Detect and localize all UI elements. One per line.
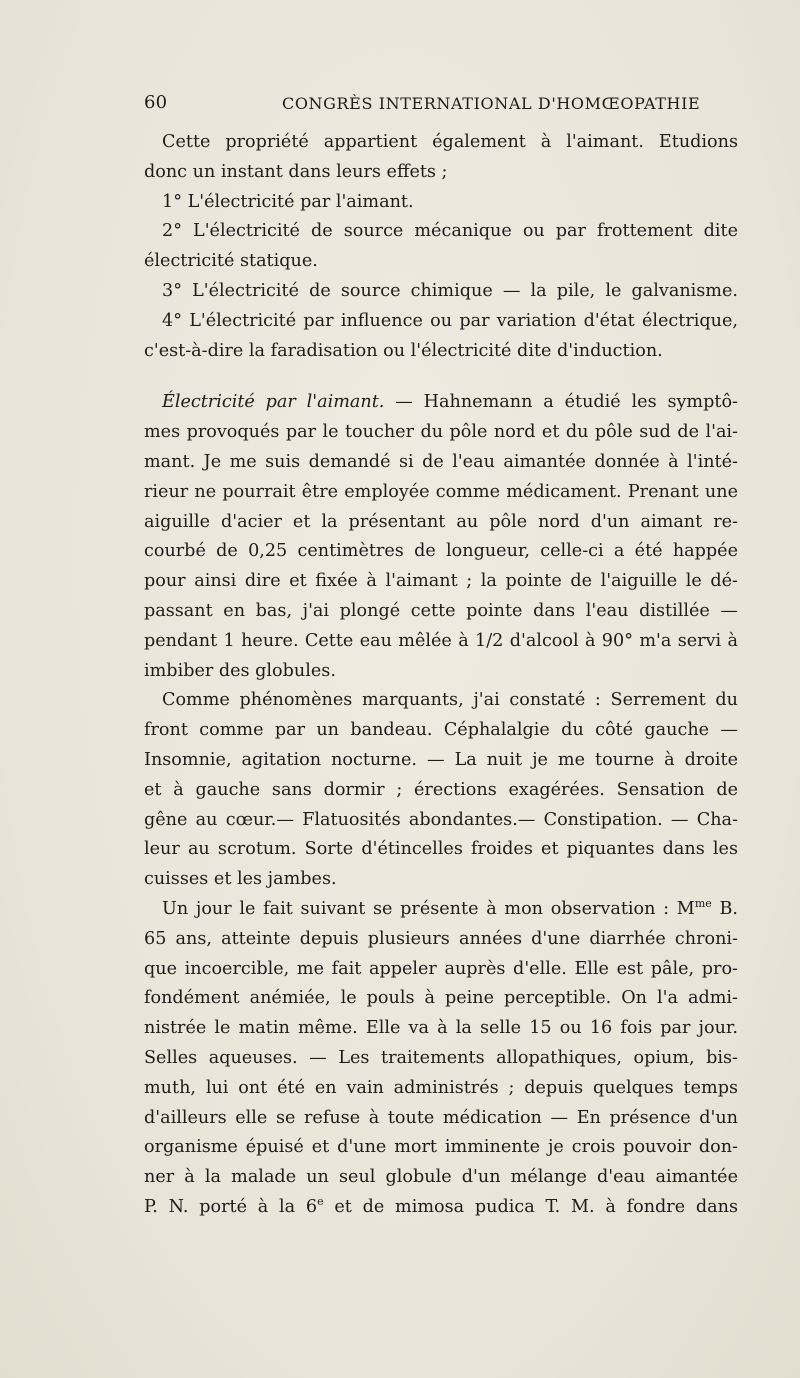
text-line: aiguille d'acier et la présentant au pôle nord d'un aimant re- (144, 511, 738, 532)
text-line: passant en bas, j'ai plongé cette pointe dans l'eau distillée — (144, 600, 738, 621)
text-line: rieur ne pourrait être employée comme médicament. Prenant une (144, 481, 738, 502)
text-fragment: Un jour le fait suivant se présente à mon observation : M (162, 898, 695, 919)
text-line: organisme épuisé et d'une mort imminente je crois pouvoir don- (144, 1137, 738, 1158)
text-line: Comme phénomènes marquants, j'ai constaté : Serrement du (162, 690, 738, 711)
text-fragment: et de mimosa pudica T. M. à fondre dans (323, 1196, 738, 1217)
text-line (144, 895, 738, 925)
superscript: e (317, 1195, 324, 1209)
list-item: 2° L'électricité de source mécanique ou par frottement dite (162, 221, 738, 242)
text-fragment: — Hahnemann a étudié les symptô- (384, 392, 738, 413)
page-header (144, 92, 738, 116)
text-line: ner à la malade un seul globule d'un mélange d'eau aimantée (144, 1167, 738, 1188)
text-line: Cette propriété appartient également à l'aimant. Etudions (162, 132, 738, 152)
text-fragment: B. (711, 898, 738, 919)
text-line: imbiber des globules. (144, 660, 336, 681)
body-text (144, 128, 738, 1223)
superscript: me (694, 897, 712, 911)
text-line: mes provoqués par le toucher du pôle nord et du pôle sud de l'ai- (144, 422, 738, 443)
text-line: d'ailleurs elle se refuse à toute médication — En présence d'un (144, 1107, 738, 1128)
text-line: électricité statique. (144, 251, 318, 272)
text-line: pendant 1 heure. Cette eau mêlée à 1/2 d'alcool à 90° m'a servi à (144, 630, 738, 651)
list-item: 3° L'électricité de source chimique — la pile, le galvanisme. (162, 280, 738, 301)
text-line: et à gauche sans dormir ; érections exagérées. Sensation de (144, 779, 738, 800)
text-fragment: P. N. porté à la 6 (144, 1196, 318, 1217)
running-title: CONGRÈS INTERNATIONAL D'HOMŒOPATHIE (282, 94, 701, 113)
page-number: 60 (144, 92, 168, 113)
text-line: courbé de 0,25 centimètres de longueur, celle-ci a été happée (144, 541, 738, 562)
text-line: muth, lui ont été en vain administrés ; depuis quelques temps (144, 1077, 738, 1098)
text-line: pour ainsi dire et fixée à l'aimant ; la pointe de l'aiguille le dé- (144, 571, 738, 592)
text-line: Insomnie, agitation nocturne. — La nuit je me tourne à droite (144, 749, 738, 770)
text-line: mant. Je me suis demandé si de l'eau aimantée donnée à l'inté- (144, 451, 738, 472)
text-line (144, 1193, 738, 1223)
text-line: cuisses et les jambes. (144, 869, 337, 890)
text-line: Selles aqueuses. — Les traitements allopathiques, opium, bis- (144, 1047, 738, 1068)
list-item: 1° L'électricité par l'aimant. (162, 191, 414, 212)
text-line: fondément anémiée, le pouls à peine perceptible. On l'a admi- (144, 988, 738, 1009)
text-line: 65 ans, atteinte depuis plusieurs années d'une diarrhée chroni- (144, 928, 738, 949)
paragraph-gap (144, 366, 738, 388)
text-line: donc un instant dans leurs effets ; (144, 161, 448, 182)
text-line: front comme par un bandeau. Céphalalgie du côté gauche — (144, 720, 738, 741)
list-item: 4° L'électricité par influence ou par variation d'état électrique, (162, 310, 738, 331)
section-title: Électricité par l'aimant. (162, 392, 385, 413)
text-line: que incoercible, me fait appeler auprès d'elle. Elle est pâle, pro- (144, 958, 738, 979)
text-line: gêne au cœur.— Flatuosités abondantes.— Constipation. — Cha- (144, 809, 738, 830)
text-line (144, 388, 738, 418)
text-line: c'est-à-dire la faradisation ou l'électricité dite d'induction. (144, 340, 663, 361)
text-line: nistrée le matin même. Elle va à la selle 15 ou 16 fois par jour. (144, 1018, 738, 1039)
text-line: leur au scrotum. Sorte d'étincelles froides et piquantes dans les (144, 839, 738, 860)
